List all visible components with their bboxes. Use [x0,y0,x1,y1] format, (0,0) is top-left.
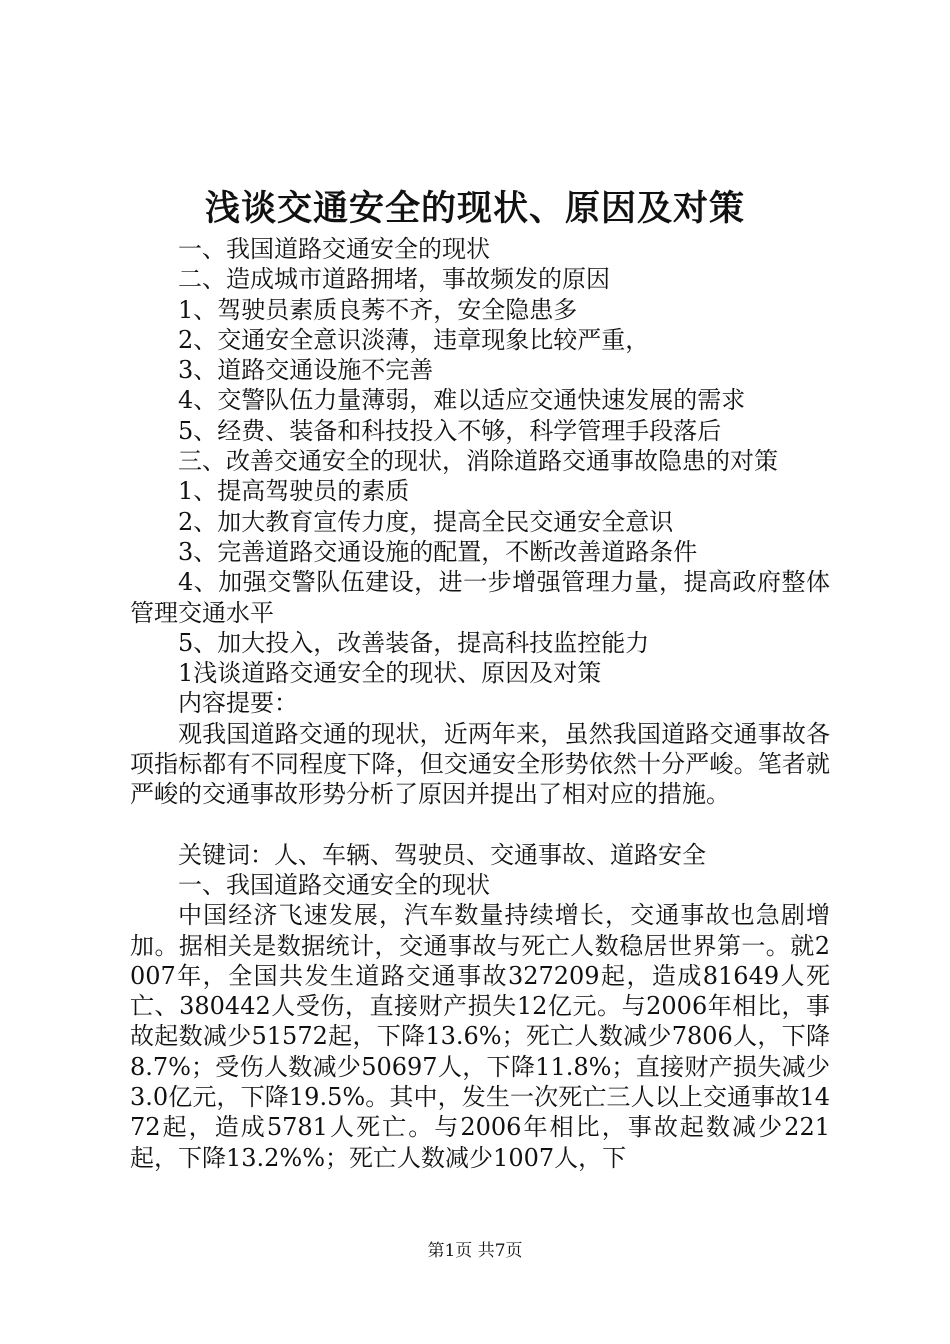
body-paragraph: 中国经济飞速发展，汽车数量持续增长，交通事故也急剧增加。据相关是数据统计，交通事故与死亡人数稳居世界第一。就2007年，全国共发生道路交通事故327209起，造成81649人死亡、380442人受伤，直接财产损失12亿元。与2006年相比，事故起数减少51572起，下降13.6%；死亡人数减少7806人，下降8.7%；受伤人数减少50697人，下降11.8%；直接财产损失减少3.0亿元，下降19.5%。其中，发生一次死亡三人以上交通事故1472起，造成5781人死亡。与2006年相比，事故起数减少221起，下降13.2%%；死亡人数减少1007人，下 [130,901,830,1172]
paragraph: 4、交警队伍力量薄弱，难以适应交通快速发展的需求 [178,386,746,415]
keywords-paragraph: 关键词：人、车辆、驾驶员、交通事故、道路安全 [178,840,706,869]
paragraph: 1浅谈道路交通安全的现状、原因及对策 [178,659,602,688]
blank-line [130,810,830,840]
paragraph: 3、道路交通设施不完善 [178,356,434,385]
paragraph: 5、加大投入，改善装备，提高科技监控能力 [178,628,650,657]
paragraph: 2、加大教育宣传力度，提高全民交通安全意识 [178,507,674,536]
paragraph: 2、交通安全意识淡薄，违章现象比较严重， [178,325,650,354]
paragraph: 5、经费、装备和科技投入不够，科学管理手段落后 [178,416,722,445]
document-title: 浅谈交通安全的现状、原因及对策 [204,188,745,229]
document-body [130,234,830,1173]
paragraph: 一、我国道路交通安全的现状 [178,235,490,263]
paragraph: 1、提高驾驶员的素质 [178,477,410,506]
paragraph: 1、驾驶员素质良莠不齐，安全隐患多 [178,295,578,324]
page-footer: 第1页 共7页 [427,1241,523,1261]
abstract-paragraph: 观我国道路交通的现状，近两年来，虽然我国道路交通事故各项指标都有不同程度下降，但交通安全形势依然十分严峻。笔者就严峻的交通事故形势分析了原因并提出了相对应的措施。 [130,719,830,809]
paragraph: 三、改善交通安全的现状，消除道路交通事故隐患的对策 [178,447,778,476]
paragraph: 4、加强交警队伍建设，进一步增强管理力量，提高政府整体管理交通水平 [130,568,830,627]
paragraph: 3、完善道路交通设施的配置，不断改善道路条件 [178,537,698,566]
paragraph: 内容提要： [178,689,298,718]
paragraph: 二、造成城市道路拥堵，事故频发的原因 [178,265,610,294]
section-heading: 一、我国道路交通安全的现状 [178,870,490,899]
